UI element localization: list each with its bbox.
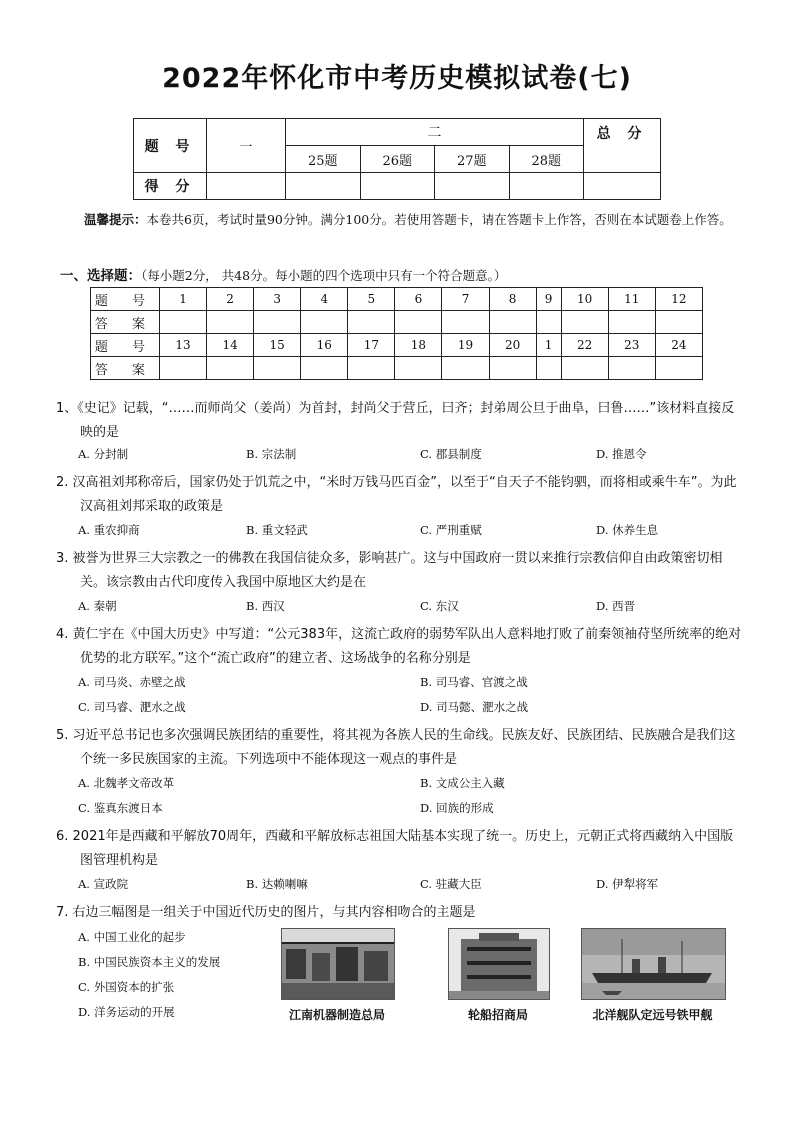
answer-cell[interactable]: [489, 357, 536, 380]
question-7: [56, 901, 742, 925]
answer-question-number: 17: [348, 334, 395, 357]
answer-cell[interactable]: [207, 357, 254, 380]
answer-question-number: 7: [442, 288, 489, 311]
answer-cell[interactable]: [489, 311, 536, 334]
option-a[interactable]: A. 司马炎、赤壁之战: [78, 675, 186, 689]
answer-cell[interactable]: [442, 357, 489, 380]
answer-question-number: 8: [489, 288, 536, 311]
answer-cell[interactable]: [561, 311, 608, 334]
question-3-options: [78, 598, 738, 620]
question-6: [56, 825, 742, 873]
answer-question-number: 4: [301, 288, 348, 311]
score-label-score: 得 分: [134, 173, 207, 200]
question-4-options-row2: [78, 699, 738, 721]
option-d[interactable]: D. 西晋: [596, 599, 636, 613]
question-5-options-row2: [78, 800, 738, 822]
answer-question-number: 10: [561, 288, 608, 311]
option-b[interactable]: B. 西汉: [246, 599, 285, 613]
photo-caption-1: 江南机器制造总局: [288, 1008, 385, 1022]
score-part-two: 二: [286, 119, 584, 146]
question-6-options: [78, 876, 738, 898]
score-cell[interactable]: [509, 173, 584, 200]
answer-cell[interactable]: [301, 311, 348, 334]
option-d[interactable]: D. 司马懿、淝水之战: [420, 700, 529, 714]
photo-china-merchants: [448, 928, 548, 1000]
answer-num-label: 题 号: [91, 334, 160, 357]
option-c[interactable]: C. 外国资本的扩张: [78, 980, 175, 994]
answer-question-number: 20: [489, 334, 536, 357]
answer-cell[interactable]: [160, 311, 207, 334]
question-stem: 6. 2021年是西藏和平解放70周年，西藏和平解放标志祖国大陆基本实现了统一。历史上，元朝正式将西藏纳入中国版图管理机构是: [56, 829, 734, 868]
section-heading: [60, 264, 506, 284]
photo-jiangnan-arsenal: [281, 928, 393, 1000]
answer-table: [90, 287, 703, 380]
score-total-label: 总 分: [584, 119, 661, 173]
answer-question-number: 6: [395, 288, 442, 311]
building-photo-icon: [449, 929, 549, 999]
score-cell-total[interactable]: [584, 173, 661, 200]
answer-question-number: 16: [301, 334, 348, 357]
answer-question-number: 1: [160, 288, 207, 311]
score-sub-28: 28题: [509, 146, 584, 173]
option-c[interactable]: C. 鉴真东渡日本: [78, 801, 163, 815]
option-b[interactable]: B. 司马睿、官渡之战: [420, 675, 528, 689]
option-a[interactable]: A. 北魏孝文帝改革: [78, 776, 175, 790]
answer-question-number: 13: [160, 334, 207, 357]
answer-cell[interactable]: [608, 311, 655, 334]
tip-label: 温馨提示：: [84, 212, 147, 227]
option-c[interactable]: C. 司马睿、淝水之战: [78, 700, 186, 714]
answer-cell[interactable]: [608, 357, 655, 380]
question-5: [56, 724, 742, 772]
score-part-one: 一: [207, 119, 286, 173]
question-stem: 2. 汉高祖刘邦称帝后，国家仍处于饥荒之中，“米时万钱马匹百金”，以至于“自天子不能钧驷，而将相或乘牛车”。为此汉高祖刘邦采取的政策是: [56, 475, 737, 514]
score-cell[interactable]: [286, 173, 361, 200]
question-stem: 1、《史记》记载，“……而师尚父（姜尚）为首封，封尚父于营丘，曰齐；封弟周公旦于曲阜，曰鲁……”该材料直接反映的是: [56, 401, 735, 440]
tip-text: 本卷共6页，考试时量90分钟。满分100分。若使用答题卡，请在答题卡上作答，否则在本试题卷上作答。: [146, 212, 732, 227]
answer-ans-label: 答 案: [91, 357, 160, 380]
score-sub-25: 25题: [286, 146, 361, 173]
section-note: （每小题2分， 共48分。每小题的四个选项中只有一个符合题意。）: [141, 268, 507, 283]
answer-cell[interactable]: [655, 311, 702, 334]
option-c[interactable]: C. 严刑重赋: [420, 523, 482, 537]
option-b[interactable]: B. 文成公主入藏: [420, 776, 505, 790]
option-c[interactable]: C. 东汉: [420, 599, 459, 613]
question-4-options-row1: [78, 674, 738, 696]
answer-ans-label: 答 案: [91, 311, 160, 334]
answer-cell[interactable]: [561, 357, 608, 380]
question-4: [56, 623, 742, 671]
answer-question-number: 12: [655, 288, 702, 311]
option-d[interactable]: D. 休养生息: [596, 523, 659, 537]
answer-question-number: 19: [442, 334, 489, 357]
answer-cell[interactable]: [207, 311, 254, 334]
score-sub-27: 27题: [435, 146, 510, 173]
option-b[interactable]: B. 重文轻武: [246, 523, 308, 537]
score-table: [133, 118, 661, 200]
option-d[interactable]: D. 推恩令: [596, 447, 647, 461]
answer-cell[interactable]: [395, 311, 442, 334]
answer-question-number: 14: [207, 334, 254, 357]
option-d[interactable]: D. 伊犁将军: [596, 877, 659, 891]
question-3: [56, 547, 742, 595]
photo-caption-2: 轮船招商局: [467, 1008, 528, 1022]
option-d[interactable]: D. 回族的形成: [420, 801, 494, 815]
option-b[interactable]: B. 中国民族资本主义的发展: [78, 955, 221, 969]
option-a[interactable]: A. 宣政院: [78, 877, 129, 891]
question-5-options-row1: [78, 775, 738, 797]
answer-cell[interactable]: [254, 311, 301, 334]
option-b[interactable]: B. 宗法制: [246, 447, 297, 461]
answer-cell[interactable]: [442, 311, 489, 334]
answer-question-number: 9: [536, 288, 561, 311]
question-1-options: [78, 446, 738, 468]
section-label: 一、选择题：: [60, 268, 141, 284]
option-a[interactable]: A. 秦朝: [78, 599, 117, 613]
score-sub-26: 26题: [360, 146, 435, 173]
option-a[interactable]: A. 中国工业化的起步: [78, 930, 186, 944]
answer-cell[interactable]: [348, 357, 395, 380]
question-2: [56, 471, 742, 519]
question-stem: 5. 习近平总书记也多次强调民族团结的重要性，将其视为各族人民的生命线。民族友好、民族团结、民族融合是我们这个统一多民族国家的主流。下列选项中不能体现这一观点的事件是: [56, 728, 736, 767]
question-stem: 4. 黄仁宇在《中国大历史》中写道：“公元383年，这流亡政府的弱势军队出人意料地打败了前秦领袖苻坚所统率的绝对优势的北方联军。”这个“流亡政府”的建立者、这场战争的名称分别是: [56, 627, 742, 666]
score-cell[interactable]: [435, 173, 510, 200]
answer-question-number: 15: [254, 334, 301, 357]
answer-question-number: 23: [608, 334, 655, 357]
option-c[interactable]: C. 郡县制度: [420, 447, 482, 461]
score-cell[interactable]: [207, 173, 286, 200]
option-b[interactable]: B. 达赖喇嘛: [246, 877, 308, 891]
question-1: [56, 397, 742, 445]
question-stem: 7. 右边三幅图是一组关于中国近代历史的图片，与其内容相吻合的主题是: [56, 905, 476, 920]
photo-dingyuan-ironclad: [581, 928, 724, 1000]
option-a[interactable]: A. 重农抑商: [78, 523, 140, 537]
answer-cell[interactable]: [536, 357, 561, 380]
score-cell[interactable]: [360, 173, 435, 200]
page-title: 2022年怀化市中考历史模拟试卷(七): [162, 63, 632, 94]
answer-question-number: 22: [561, 334, 608, 357]
answer-num-label: 题 号: [91, 288, 160, 311]
answer-question-number: 18: [395, 334, 442, 357]
answer-question-number: 5: [348, 288, 395, 311]
answer-question-number: 1: [536, 334, 561, 357]
factory-photo-icon: [282, 929, 394, 999]
answer-cell[interactable]: [301, 357, 348, 380]
question-stem: 3. 被誉为世界三大宗教之一的佛教在我国信徒众多，影响甚广。这与中国政府一贯以来推行宗教信仰自由政策密切相关。该宗教由古代印度传入我国中原地区大约是在: [56, 551, 723, 590]
answer-cell[interactable]: [536, 311, 561, 334]
option-c[interactable]: C. 驻藏大臣: [420, 877, 482, 891]
warship-photo-icon: [582, 929, 725, 999]
answer-question-number: 2: [207, 288, 254, 311]
photo-caption-3: 北洋舰队定远号铁甲舰: [592, 1008, 713, 1022]
option-d[interactable]: D. 洋务运动的开展: [78, 1005, 175, 1019]
answer-question-number: 24: [655, 334, 702, 357]
answer-cell[interactable]: [395, 357, 442, 380]
option-a[interactable]: A. 分封制: [78, 447, 129, 461]
answer-question-number: 11: [608, 288, 655, 311]
score-label-number: 题 号: [134, 119, 207, 173]
answer-cell[interactable]: [160, 357, 207, 380]
exam-tip: [60, 208, 740, 232]
answer-cell[interactable]: [254, 357, 301, 380]
answer-cell[interactable]: [655, 357, 702, 380]
answer-cell[interactable]: [348, 311, 395, 334]
question-2-options: [78, 522, 738, 544]
answer-question-number: 3: [254, 288, 301, 311]
